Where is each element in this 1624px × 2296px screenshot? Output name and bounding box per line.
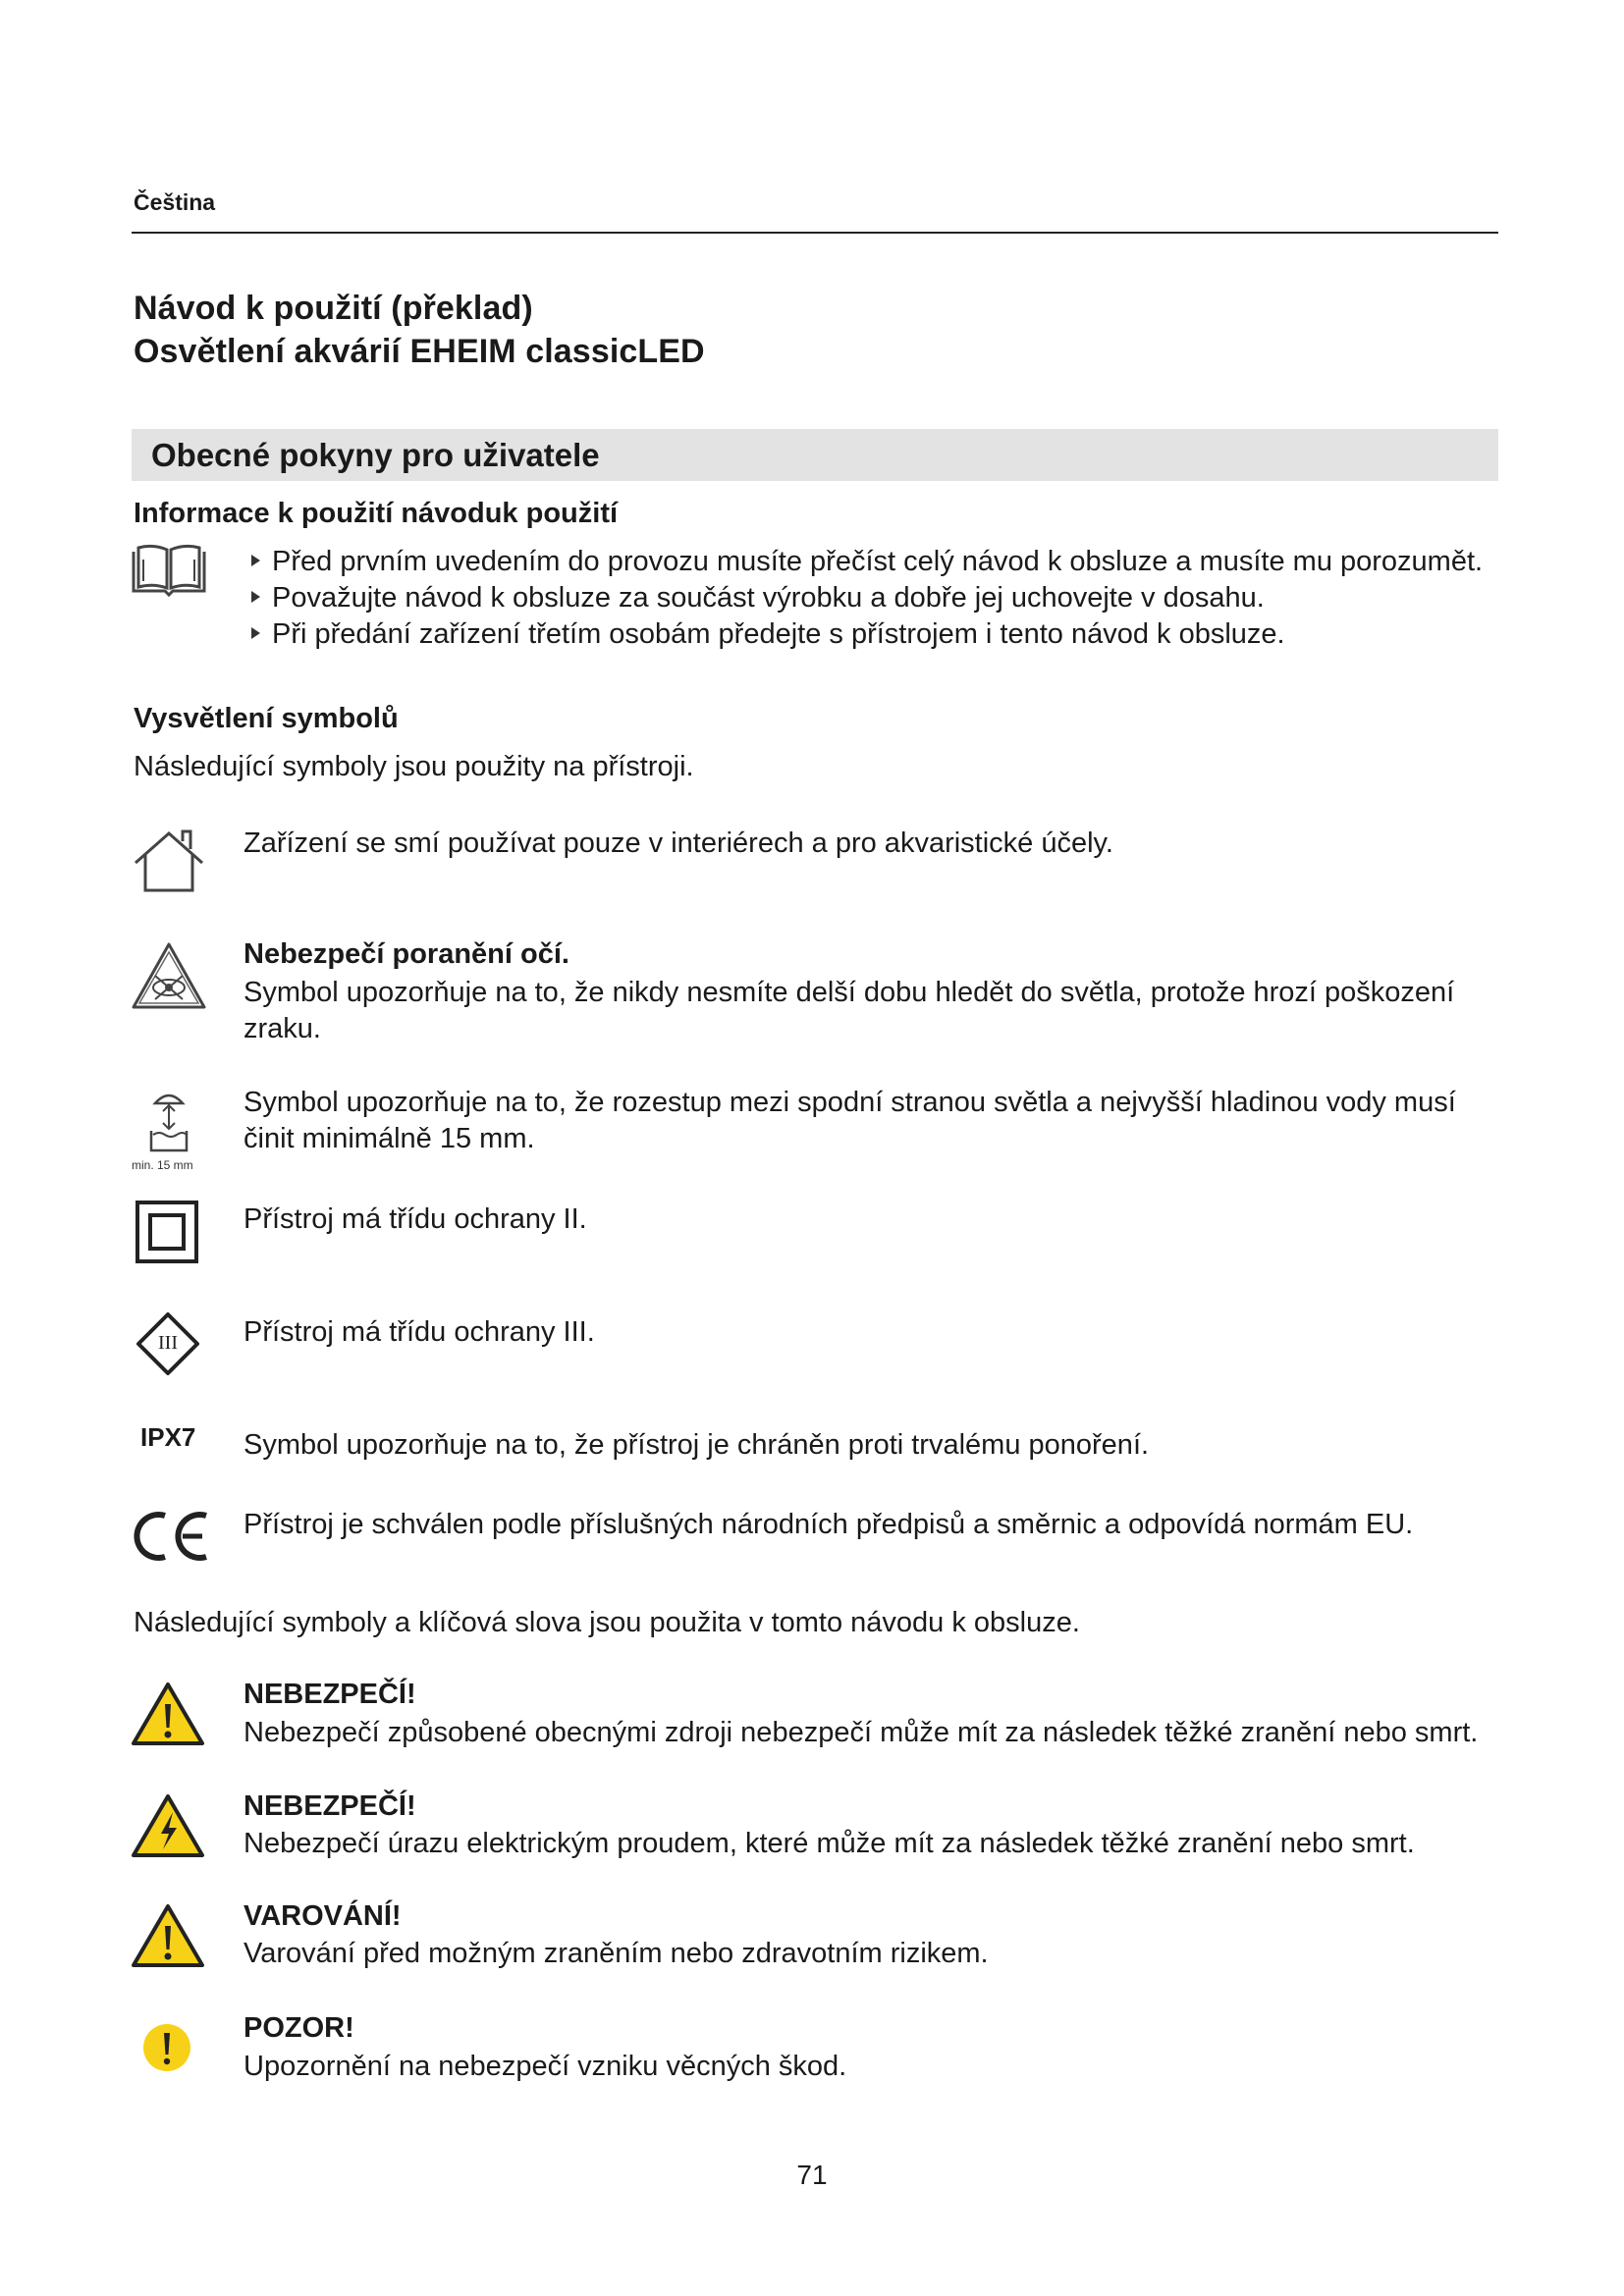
info-bullet: Při předání zařízení třetím osobám předejte s přístrojem i tento návod k obsluze. <box>251 618 1285 651</box>
header-rule <box>132 232 1498 234</box>
eye-hazard-icon <box>130 940 208 1011</box>
protection-class-3-icon <box>135 1311 200 1376</box>
symbol-text: Symbol upozorňuje na to, že rozestup mezi spodní stranou světla a nejvyšší hladinou vody musí činit minimálně 15 mm. <box>244 1087 1456 1154</box>
symbol-title: Nebezpečí poranění očí. <box>244 938 569 970</box>
keyword-title: NEBEZPEČÍ! <box>244 1679 416 1710</box>
product-title: Osvětlení akvárií EHEIM classicLED <box>134 333 705 370</box>
symbols-heading: Vysvětlení symbolů <box>134 703 399 734</box>
symbol-text: Přístroj má třídu ochrany III. <box>244 1316 595 1348</box>
symbol-text: Zařízení se smí používat pouze v interiérech a pro akvaristické účely. <box>244 828 1113 859</box>
page-number: 71 <box>796 2160 828 2190</box>
symbol-text: Symbol upozorňuje na to, že přístroj je chráněn proti trvalému ponoření. <box>244 1429 1150 1461</box>
protection-class-3-label: III <box>158 1332 178 1354</box>
keywords-intro: Následující symboly a klíčová slova jsou použita v tomto návodu k obsluze. <box>134 1607 1080 1638</box>
electric-hazard-icon <box>130 1792 206 1859</box>
water-distance-label: min. 15 mm <box>132 1158 193 1172</box>
warning-exclamation-icon <box>130 1681 206 1747</box>
language-label: Čeština <box>134 189 216 215</box>
keyword-text: Nebezpečí způsobené obecnými zdroji nebezpečí může mít za následek těžké zranění nebo smrt. <box>244 1717 1479 1748</box>
bullet-arrow-icon <box>251 555 260 566</box>
protection-class-2-icon <box>135 1200 199 1264</box>
keyword-title: NEBEZPEČÍ! <box>244 1790 416 1822</box>
warning-exclamation-icon <box>130 1902 206 1969</box>
symbol-text: Přístroj je schválen podle příslušných národních předpisů a směrnic a odpovídá normám EU. <box>244 1509 1414 1540</box>
ipx7-label: IPX7 <box>140 1422 196 1452</box>
info-heading: Informace k použití návoduk použití <box>134 498 619 529</box>
symbols-intro: Následující symboly jsou použity na přístroji. <box>134 751 694 782</box>
keyword-text: Upozornění na nebezpečí vzniku věcných škod. <box>244 2051 847 2082</box>
keyword-title: POZOR! <box>244 2012 354 2044</box>
section-banner-label: Obecné pokyny pro uživatele <box>151 437 600 473</box>
keyword-text: Nebezpečí úrazu elektrickým proudem, které může mít za následek těžké zranění nebo smrt. <box>244 1828 1415 1859</box>
keyword-title: VAROVÁNÍ! <box>244 1900 402 1932</box>
symbol-text: Přístroj má třídu ochrany II. <box>244 1203 587 1235</box>
ce-mark-icon <box>132 1508 210 1565</box>
info-bullet: Považujte návod k obsluze za součást výrobku a dobře jej uchovejte v dosahu. <box>251 582 1265 614</box>
symbol-text: Symbol upozorňuje na to, že nikdy nesmíte delší dobu hledět do světla, protože hrozí poškození zraku. <box>244 977 1455 1044</box>
book-icon <box>130 542 208 599</box>
bullet-arrow-icon <box>251 591 260 603</box>
water-distance-icon <box>145 1088 192 1154</box>
bullet-arrow-icon <box>251 627 260 639</box>
indoor-house-icon <box>132 828 206 894</box>
section-banner <box>132 429 1498 481</box>
document-title: Návod k použití (překlad) <box>134 290 533 327</box>
caution-circle-icon <box>141 2022 192 2073</box>
info-bullet: Před prvním uvedením do provozu musíte přečíst celý návod k obsluze a musíte mu porozumět. <box>251 546 1483 578</box>
keyword-text: Varování před možným zraněním nebo zdravotním rizikem. <box>244 1938 989 1969</box>
